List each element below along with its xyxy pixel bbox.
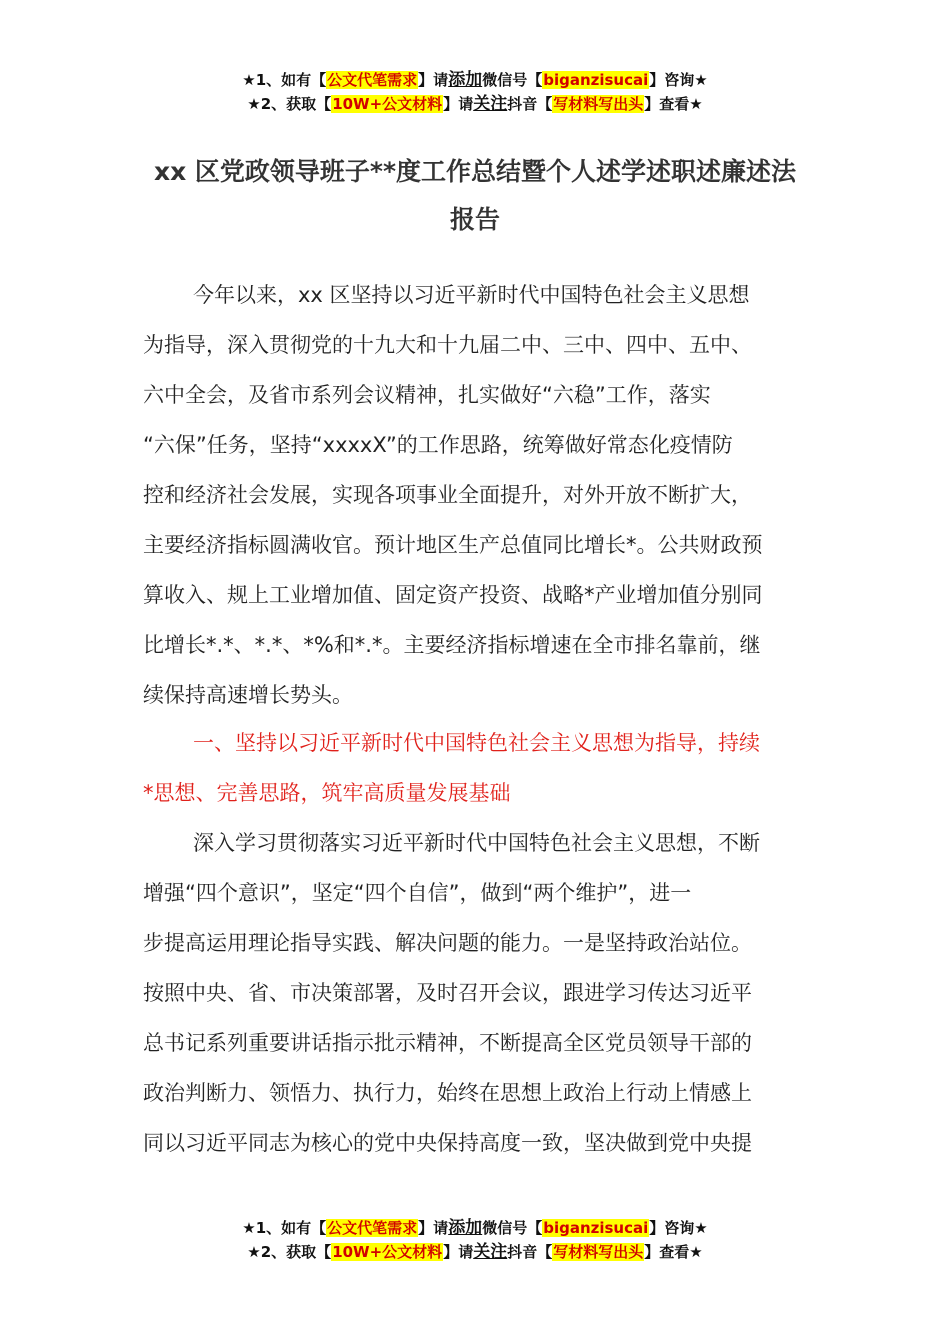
promo-text: ★2、获取【 [247, 95, 332, 113]
paragraph-section-1 [143, 818, 808, 1168]
promo-text: ★2、获取【 [247, 1243, 332, 1261]
promo-text: 】请 [418, 71, 449, 89]
promo-emphasis: 添加 [448, 1218, 483, 1238]
text-line: 算收入、规上工业增加值、固定资产投资、战略*产业增加值分别同 [143, 583, 763, 607]
text-line: 续保持高速增长势头。 [143, 683, 353, 707]
text-line: 为指导，深入贯彻党的十九大和十九届二中、三中、四中、五中、 [143, 333, 752, 357]
promo-line-2 [0, 1240, 950, 1264]
promo-line-1 [0, 68, 950, 92]
promo-douyin-id: 写材料写出头 [553, 1243, 644, 1261]
promo-highlight: 10W+公文材料 [332, 1243, 443, 1261]
promo-text: ★1、如有【 [242, 1219, 327, 1237]
promo-text: 微信号【 [482, 1219, 543, 1237]
document-title [140, 148, 810, 244]
promo-line-1 [0, 1216, 950, 1240]
promo-text: 】咨询★ [649, 71, 708, 89]
promo-text: 】请 [443, 95, 474, 113]
text-line: 比增长*.*、*.*、*%和*.*。主要经济指标增速在全市排名靠前，继 [143, 633, 761, 657]
title-line-1: xx 区党政领导班子**度工作总结暨个人述学述职述廉述法 [153, 157, 797, 186]
text-line: 政治判断力、领悟力、执行力，始终在思想上政治上行动上情感上 [143, 1081, 752, 1105]
promo-text: 】咨询★ [649, 1219, 708, 1237]
promo-text: ★1、如有【 [242, 71, 327, 89]
promo-wechat-id: biganzisucai [543, 1219, 649, 1237]
promo-text: 】查看★ [644, 95, 703, 113]
promo-emphasis: 关注 [473, 1242, 508, 1262]
promo-banner-bottom [0, 1216, 950, 1264]
promo-text: 微信号【 [482, 71, 543, 89]
title-line-2: 报告 [449, 205, 500, 234]
promo-douyin-id: 写材料写出头 [553, 95, 644, 113]
promo-highlight: 公文代笔需求 [327, 71, 418, 89]
promo-text: 抖音【 [507, 95, 553, 113]
heading-line: *思想、完善思路，筑牢高质量发展基础 [143, 781, 511, 805]
text-line: 同以习近平同志为核心的党中央保持高度一致，坚决做到党中央提 [143, 1131, 752, 1155]
text-line: “六保”任务，坚持“xxxxX”的工作思路，统筹做好常态化疫情防 [143, 433, 733, 457]
text-line: 步提高运用理论指导实践、解决问题的能力。一是坚持政治站位。 [143, 931, 752, 955]
text-line: 增强“四个意识”，坚定“四个自信”，做到“两个维护”，进一 [143, 881, 692, 905]
text-line: 总书记系列重要讲话指示批示精神，不断提高全区党员领导干部的 [143, 1031, 752, 1055]
text-line: 主要经济指标圆满收官。预计地区生产总值同比增长*。公共财政预 [143, 533, 763, 557]
promo-highlight: 公文代笔需求 [327, 1219, 418, 1237]
section-heading-1 [143, 718, 808, 818]
promo-text: 】请 [443, 1243, 474, 1261]
text-line: 今年以来，xx 区坚持以习近平新时代中国特色社会主义思想 [193, 283, 750, 307]
promo-text: 】查看★ [644, 1243, 703, 1261]
promo-text: 】请 [418, 1219, 449, 1237]
promo-emphasis: 关注 [473, 94, 508, 114]
promo-line-2 [0, 92, 950, 116]
paragraph-intro [143, 270, 808, 720]
promo-emphasis: 添加 [448, 70, 483, 90]
promo-wechat-id: biganzisucai [543, 71, 649, 89]
text-line: 深入学习贯彻落实习近平新时代中国特色社会主义思想，不断 [193, 831, 760, 855]
text-line: 六中全会，及省市系列会议精神，扎实做好“六稳”工作，落实 [143, 383, 711, 407]
heading-line: 一、坚持以习近平新时代中国特色社会主义思想为指导，持续 [193, 731, 760, 755]
text-line: 控和经济社会发展，实现各项事业全面提升，对外开放不断扩大， [143, 483, 752, 507]
promo-highlight: 10W+公文材料 [332, 95, 443, 113]
text-line: 按照中央、省、市决策部署，及时召开会议，跟进学习传达习近平 [143, 981, 752, 1005]
promo-banner-top [0, 68, 950, 116]
promo-text: 抖音【 [507, 1243, 553, 1261]
